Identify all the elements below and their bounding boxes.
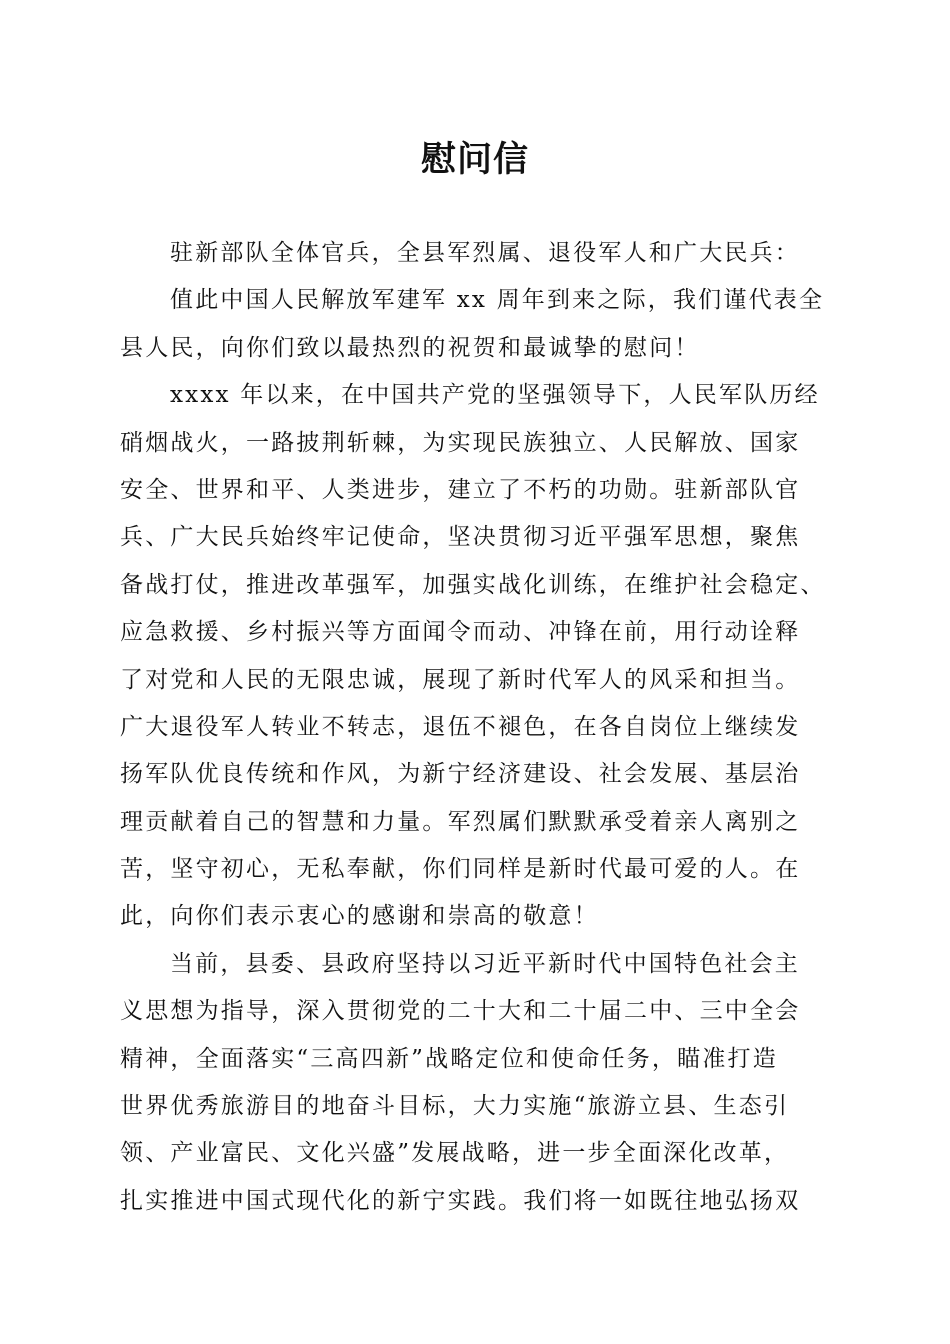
paragraph-line: xxxx 年以来，在中国共产党的坚强领导下，人民军队历经 bbox=[170, 382, 820, 409]
paragraph-line: 兵、广大民兵始终牢记使命，坚决贯彻习近平强军思想，聚焦 bbox=[120, 524, 801, 551]
paragraph-line: 精神，全面落实“三高四新”战略定位和使命任务，瞄准打造 bbox=[120, 1045, 778, 1072]
paragraph-line: 领、产业富民、文化兴盛”发展战略，进一步全面深化改革， bbox=[120, 1140, 790, 1167]
paragraph-line: 县人民，向你们致以最热烈的祝贺和最诚挚的慰问！ bbox=[120, 334, 700, 361]
paragraph-line: 义思想为指导，深入贯彻党的二十大和二十届二中、三中全会 bbox=[120, 998, 801, 1025]
paragraph-line: 扎实推进中国式现代化的新宁实践。我们将一如既往地弘扬双 bbox=[120, 1187, 801, 1214]
paragraph-line: 了对党和人民的无限忠诚，展现了新时代军人的风采和担当。 bbox=[120, 666, 801, 693]
paragraph-line: 硝烟战火，一路披荆斩棘，为实现民族独立、人民解放、国家 bbox=[120, 429, 801, 456]
document-body bbox=[120, 230, 832, 1225]
paragraph-line: 苦，坚守初心，无私奉献，你们同样是新时代最可爱的人。在 bbox=[120, 856, 801, 883]
salutation-line: 驻新部队全体官兵，全县军烈属、退役军人和广大民兵： bbox=[170, 240, 800, 266]
paragraph-line: 此，向你们表示衷心的感谢和崇高的敬意！ bbox=[120, 903, 599, 930]
document-title: 慰问信 bbox=[420, 139, 529, 180]
paragraph-line: 安全、世界和平、人类进步，建立了不朽的功勋。驻新部队官 bbox=[120, 476, 801, 503]
paragraph-line: 广大退役军人转业不转志，退伍不褪色，在各自岗位上继续发 bbox=[120, 713, 801, 740]
paragraph-line: 理贡献着自己的智慧和力量。军烈属们默默承受着亲人离别之 bbox=[120, 808, 801, 835]
paragraph-line: 当前，县委、县政府坚持以习近平新时代中国特色社会主 bbox=[170, 950, 800, 977]
paragraph-line: 备战打仗，推进改革强军，加强实战化训练，在维护社会稳定、 bbox=[120, 571, 826, 598]
paragraph-line: 世界优秀旅游目的地奋斗目标，大力实施“旅游立县、生态引 bbox=[120, 1093, 790, 1120]
paragraph-line: 应急救援、乡村振兴等方面闻令而动、冲锋在前，用行动诠释 bbox=[120, 619, 801, 646]
paragraph-line: 扬军队优良传统和作风，为新宁经济建设、社会发展、基层治 bbox=[120, 761, 801, 788]
paragraph-line: 值此中国人民解放军建军 xx 周年到来之际，我们谨代表全 bbox=[170, 287, 825, 314]
